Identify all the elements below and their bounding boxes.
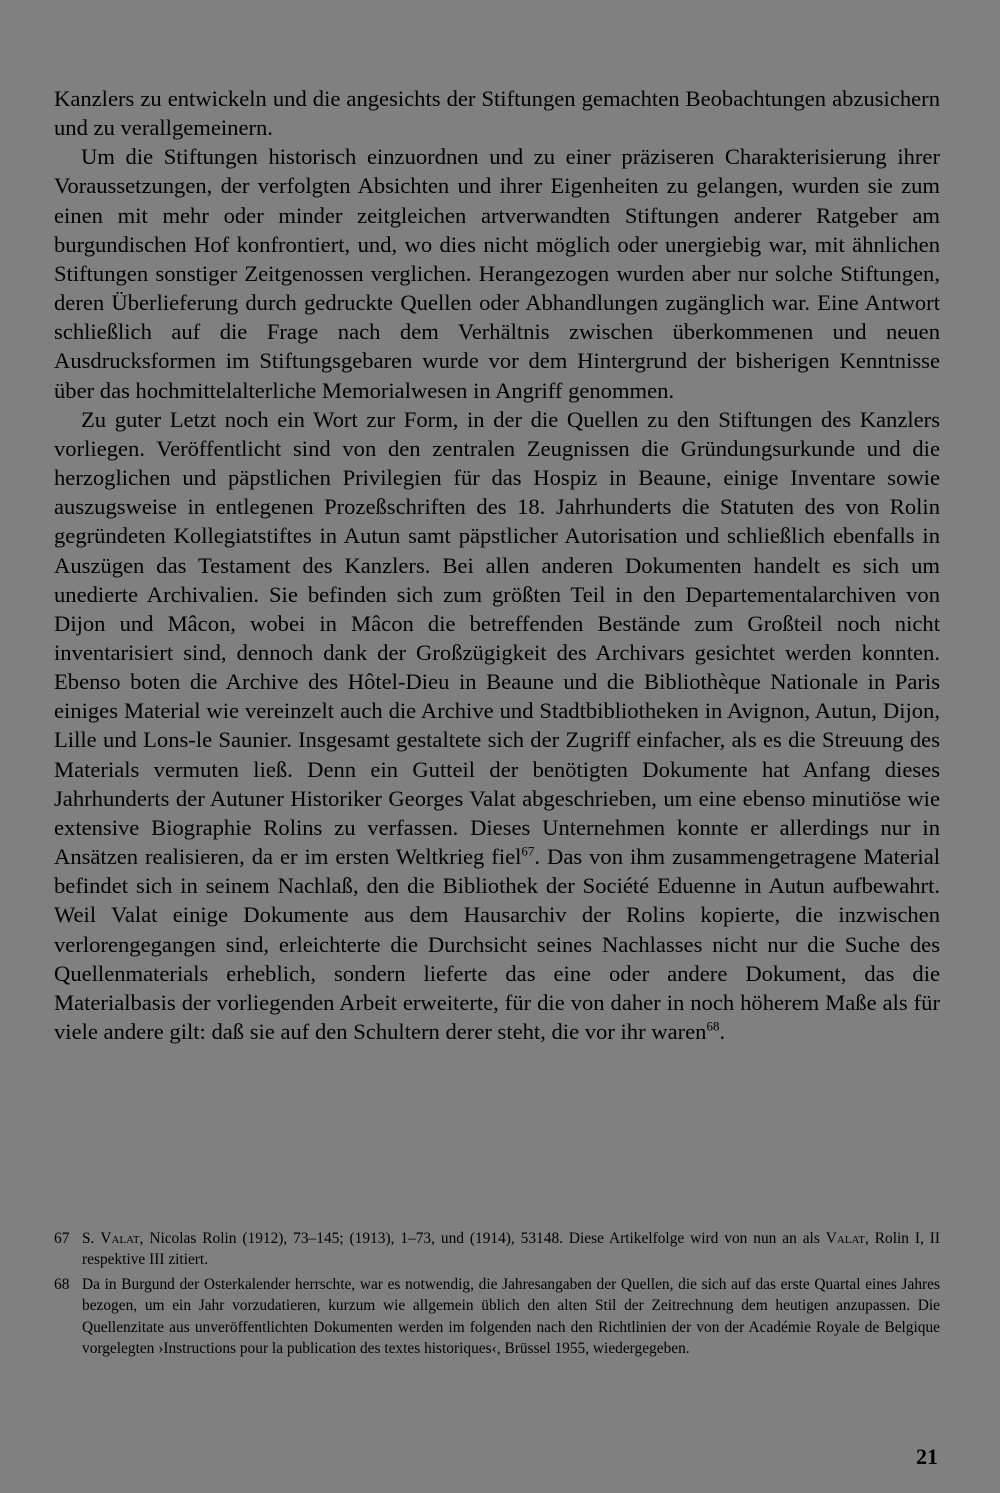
paragraph-3-part-c: . [719, 1019, 726, 1044]
footnote-text [82, 1228, 940, 1271]
paragraph-3-part-a: Zu guter Letzt noch ein Wort zur Form, in der die Quellen zu den Stiftungen des Kanzlers vorliegen. Veröffentlicht sind von den zentralen Zeugnissen die Gründungsurkunde und die herzoglichen und päpstlichen Privilegien für das Hospiz in Beaune, einige Inventare sowie auszugsweise in entlegenen Prozeßschriften des 18. Jahrhunderts die Statuten des von Rolin gegründeten Kollegiatstiftes in Autun samt päpstlicher Autorisation und schließlich ebenfalls in Auszügen das Testament des Kanzlers. Bei allen anderen Dokumenten handelt es sich um unedierte Archivalien. Sie befinden sich zum größten Teil in den Departementalarchiven von Dijon und Mâcon, wobei in Mâcon die betreffenden Bestände zum Großteil noch nicht inventarisiert sind, dennoch dank der Großzügigkeit des Archivars gesichtet werden konnten. Ebenso boten die Archive des Hôtel-Dieu in Beaune und die Bibliothèque Nationale in Paris einiges Material wie vereinzelt auch die Archive und Stadtbibliotheken in Avignon, Autun, Dijon, Lille und Lons-le Saunier. Insgesamt gestaltete sich der Zugriff einfacher, als es die Streuung des Materials vermuten ließ. Denn ein Gutteil der benötigten Dokumente hat Anfang dieses Jahrhunderts der Autuner Historiker Georges Valat abgeschrieben, um eine ebenso minutiöse wie extensive Biographie Rolins zu verfassen. Dieses Unternehmen konnte er allerdings nur in Ansätzen realisieren, da er im ersten Weltkrieg fiel [54, 406, 940, 870]
author-name: Valat [100, 1230, 140, 1247]
page-number: 21 [916, 1444, 938, 1469]
footnote-text-part: , Rolin I, II respektive III zitiert. [82, 1230, 940, 1269]
footnote-number: 67 [54, 1230, 70, 1247]
footnote-68 [54, 1274, 940, 1360]
footnote-ref-67[interactable]: 67 [521, 843, 535, 859]
footnotes [54, 1228, 940, 1362]
footnote-text-part: S. [82, 1230, 101, 1247]
footnote-text: Da in Burgund der Osterkalender herrschte, war es notwendig, die Jahresangaben der Quellen, die sich auf das erste Quartal eines Jahres bezogen, um ein Jahr vorzudatieren, kurzum wie allgemein üblich den alten Stil der Zeitrechnung dem heutigen anzupassen. Die Quellenzitate aus unveröffentlichten Dokumenten werden im folgenden nach den Richtlinien der von der Académie Royale de Belgique vorgelegten ›Instructions pour la publication des textes historiques‹, Brüssel 1955, wiedergegeben. [82, 1275, 940, 1358]
author-name: Valat [825, 1230, 865, 1247]
paragraph-2: Um die Stiftungen historisch einzuordnen und zu einer präziseren Charakterisierung ihrer Voraussetzungen, der verfolgten Absichten und ihrer Eigenheiten zu gelangen, wurden sie zum einen mit mehr oder minder zeitgleichen artverwandten Stiftungen anderer Ratgeber am burgundischen Hof konfrontiert, und, wo dies nicht möglich oder unergiebig war, mit ähnlichen Stiftungen sonstiger Zeitgenossen verglichen. Herangezogen wurden aber nur solche Stiftungen, deren Überlieferung durch gedruckte Quellen oder Abhandlungen zugänglich war. Eine Antwort schließlich auf die Frage nach dem Verhältnis zwischen überkommenen und neuen Ausdrucksformen im Stiftungsgebaren wurde vor dem Hintergrund der bisherigen Kenntnisse über das hochmittelalterliche Memorialwesen in Angriff genommen. [54, 144, 940, 403]
paragraph-3-part-b: . Das von ihm zusammengetragene Material befindet sich in seinem Nachlaß, den die Bibliothek der Société Eduenne in Autun aufbewahrt. Weil Valat einige Dokumente aus dem Hausarchiv der Rolins kopierte, die inzwischen verlorengegangen sind, erleichterte die Durchsicht seines Nachlasses nicht nur die Suche des Quellenmaterials erheblich, sondern lieferte das eine oder andere Dokument, das die Materialbasis der vorliegenden Arbeit erweiterte, für die von daher in noch höherem Maße als für viele andere gilt: daß sie auf den Schultern derer steht, die vor ihr waren [54, 844, 940, 1044]
footnote-67 [54, 1228, 940, 1271]
page-body [54, 84, 940, 1046]
footnote-text-part: , Nicolas Rolin (1912), 73–145; (1913), 1–73, und (1914), 53148. Diese Artikelfolge wird von nun an als [139, 1230, 826, 1247]
paragraph-3 [54, 405, 940, 1046]
body-text [54, 84, 940, 1046]
paragraph-1: Kanzlers zu entwickeln und die angesichts der Stiftungen gemachten Beobachtungen abzusichern und zu verallgemeinern. [54, 86, 940, 141]
footnote-ref-68[interactable]: 68 [706, 1018, 720, 1034]
footnote-number: 68 [54, 1275, 70, 1293]
